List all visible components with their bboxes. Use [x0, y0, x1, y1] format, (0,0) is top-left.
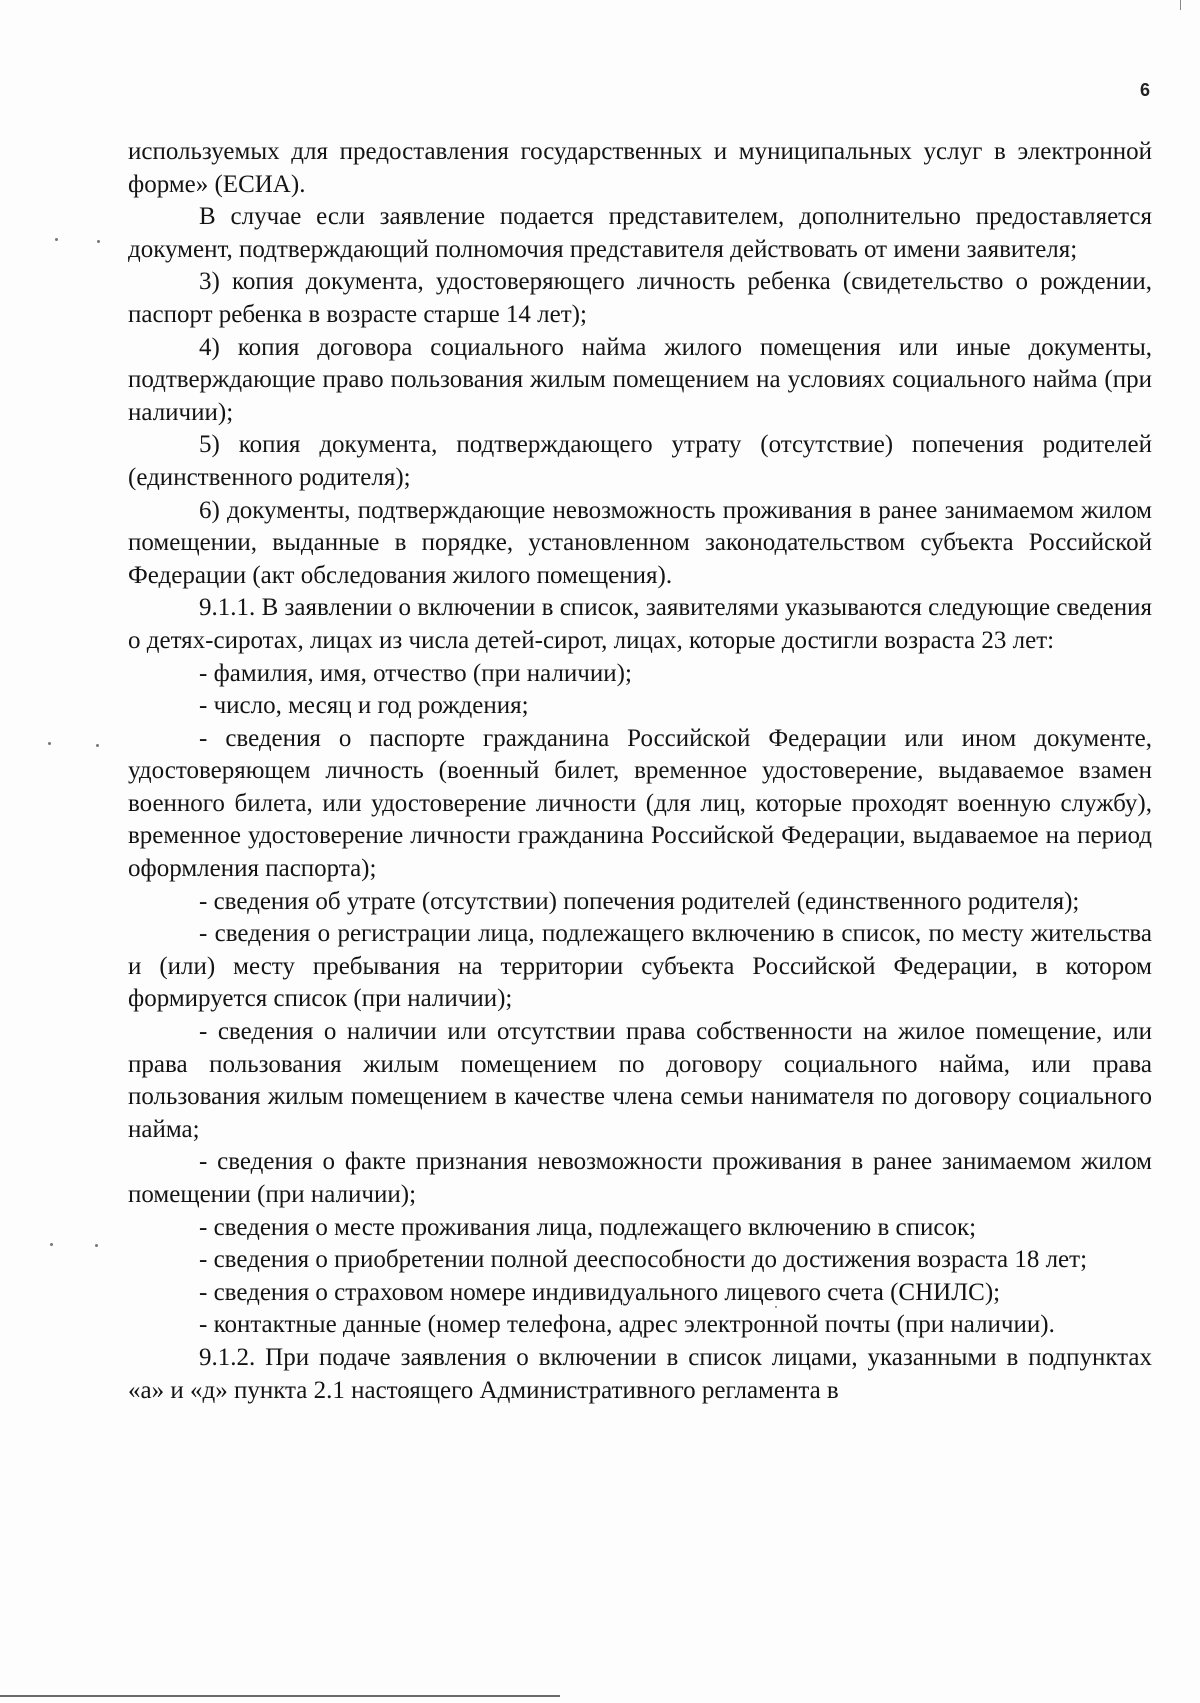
- page-number: 6: [1140, 80, 1151, 100]
- paragraph: 6) документы, подтверждающие невозможность проживания в ранее занимаемом жилом помещении, выданные в порядке, установленном законодательством субъекта Российской Федерации (акт обследования жилого помещения).: [128, 496, 1152, 589]
- paragraph: 5) копия документа, подтверждающего утрату (отсутствие) попечения родителей (единственного родителя);: [128, 431, 1152, 491]
- document-body: [128, 136, 1152, 1407]
- paragraph: 4) копия договора социального найма жилого помещения или иные документы, подтверждающие право пользования жилым помещением на условиях социального найма (при наличии);: [128, 333, 1152, 426]
- scan-dot: [48, 742, 51, 745]
- paragraph: - сведения о факте признания невозможности проживания в ранее занимаемом жилом помещении (при наличии);: [128, 1148, 1152, 1208]
- paragraph: - сведения о приобретении полной дееспособности до достижения возраста 18 лет;: [199, 1246, 1088, 1274]
- scan-edge-mark: [1180, 0, 1181, 10]
- scan-dot: [96, 744, 99, 747]
- paragraph: - фамилия, имя, отчество (при наличии);: [199, 659, 632, 687]
- paragraph: 9.1.2. При подаче заявления о включении в список лицами, указанными в подпунктах «а» и «д» пункта 2.1 настоящего Административного регламента в: [128, 1343, 1152, 1404]
- paragraph: В случае если заявление подается представителем, дополнительно предоставляется документ, подтверждающий полномочия представителя действовать от имени заявителя;: [128, 203, 1152, 263]
- scan-bottom-edge: [0, 1695, 560, 1697]
- paragraph: - сведения о месте проживания лица, подлежащего включению в список;: [199, 1213, 977, 1241]
- paragraph: - сведения о наличии или отсутствии права собственности на жилое помещение, или права пользования жилым помещением по договору социального найма, или права пользования жилым помещением в качестве члена семьи нанимателя по договору социального найма;: [128, 1018, 1152, 1143]
- paragraph: - число, месяц и год рождения;: [199, 692, 529, 720]
- paragraph: - сведения о паспорте гражданина Российской Федерации или ином документе, удостоверяющем личность (военный билет, временное удостоверение, выдаваемое взамен военного билета, или удостоверение личности (для лиц, которые проходят военную службу), временное удостоверение личности гражданина Российской Федерации, выдаваемое на период оформления паспорта);: [128, 724, 1152, 883]
- scan-dot: [97, 240, 100, 243]
- paragraph: 3) копия документа, удостоверяющего личность ребенка (свидетельство о рождении, паспорт ребенка в возрасте старше 14 лет);: [128, 268, 1152, 328]
- paragraph: - контактные данные (номер телефона, адрес электронной почты (при наличии).: [199, 1311, 1055, 1339]
- scan-dot: [775, 1306, 777, 1308]
- paragraph: - сведения о регистрации лица, подлежащего включению в список, по месту жительства и (или) месту пребывания на территории субъекта Российской Федерации, в котором формируется список (при наличии);: [128, 920, 1152, 1013]
- scan-dot: [55, 238, 58, 241]
- paragraph: используемых для предоставления государственных и муниципальных услуг в электронной форме» (ЕСИА).: [128, 138, 1152, 198]
- scan-dot: [95, 1244, 98, 1247]
- paragraph: 9.1.1. В заявлении о включении в список, заявителями указываются следующие сведения о детях-сиротах, лицах из числа детей-сирот, лицах, которые достигли возраста 23 лет:: [128, 594, 1152, 654]
- scan-dot: [50, 1243, 53, 1246]
- paragraph: - сведения о страховом номере индивидуального лицевого счета (СНИЛС);: [199, 1278, 1001, 1306]
- paragraph: - сведения об утрате (отсутствии) попечения родителей (единственного родителя);: [199, 887, 1080, 915]
